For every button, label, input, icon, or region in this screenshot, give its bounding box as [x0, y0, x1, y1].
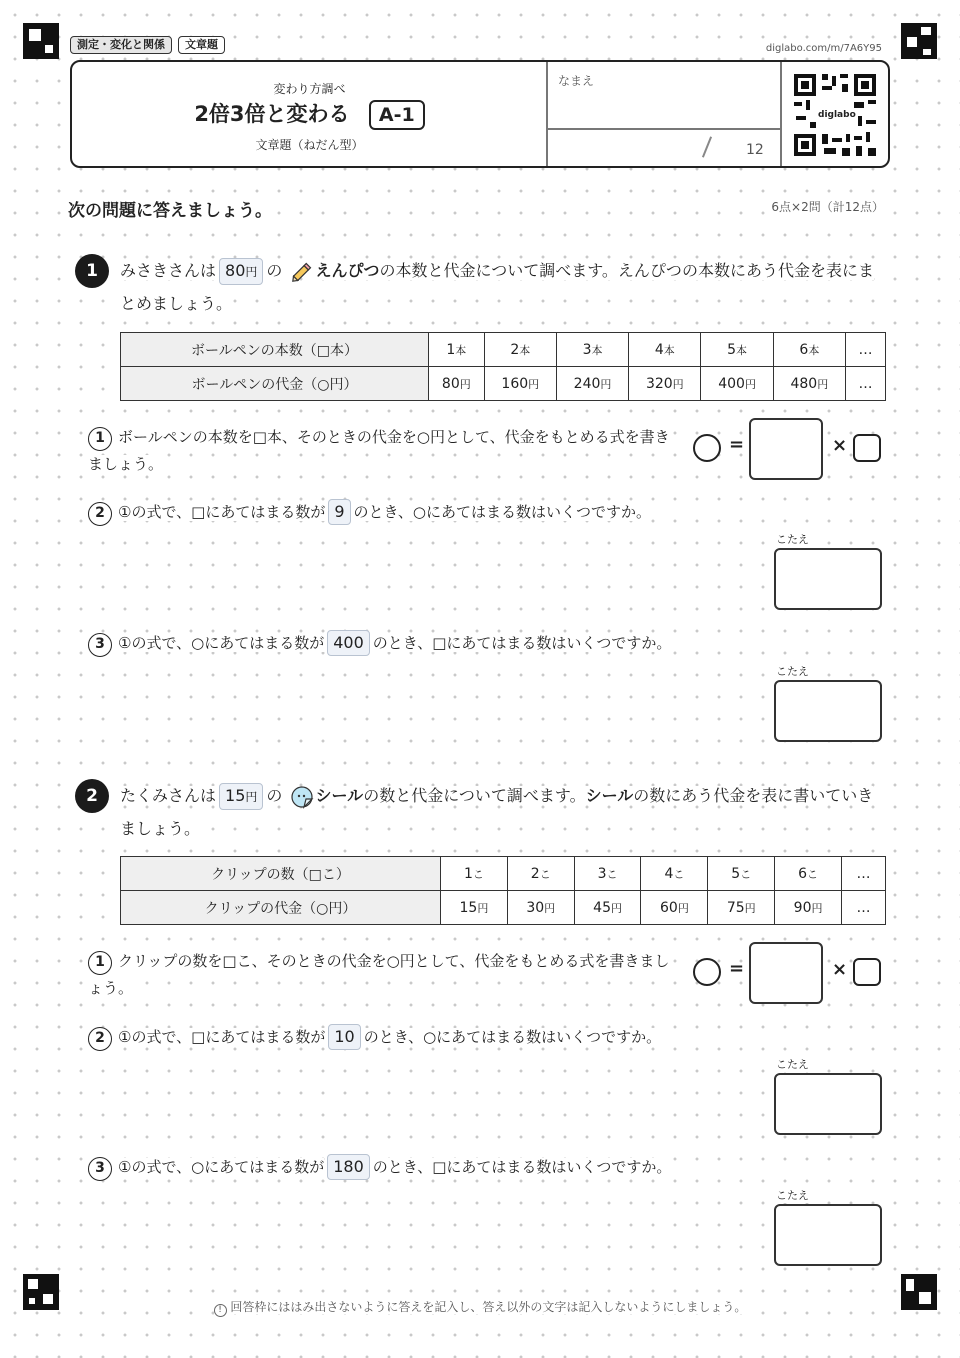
- question-2-table: [120, 856, 886, 925]
- worksheet-url: diglabo.com/m/7A6Y95: [765, 43, 882, 54]
- page-title-text: 2倍3倍と変わる: [194, 102, 350, 126]
- score-slash: [702, 136, 712, 157]
- q2-formula: = ×: [693, 942, 888, 1004]
- square-symbol: [853, 958, 881, 986]
- sticker-icon: [290, 785, 314, 809]
- q2-subquestion-2: 2 ①の式で、□にあてはまる数が 10 のとき、○にあてはまる数はいくつですか。: [88, 1024, 768, 1051]
- q1-subquestion-1: 1 ボールペンの本数を□本、そのときの代金を○円として、代金をもとめる式を書きましょう。: [88, 428, 670, 473]
- info-icon: !: [214, 1304, 227, 1317]
- q2-price-value: 15円: [219, 783, 263, 810]
- q2-sub3-value: 180: [327, 1154, 370, 1180]
- corner-marker-top-left: [23, 23, 59, 59]
- table-row: クリップの代金（○円） 15円 30円 45円 60円 75円 90円 …: [121, 891, 886, 925]
- qr-label: diglabo: [818, 110, 856, 120]
- question-1-text: みさきさんは 80円 の えんぴつの本数と代金について調べます。えんぴつの本数にあう代金を表にまとめましょう。: [120, 254, 880, 320]
- q1-subquestion-2: 2 ①の式で、□にあてはまる数が 9 のとき、○にあてはまる数はいくつですか。: [88, 499, 768, 526]
- pencil-icon: [290, 260, 314, 284]
- tag-category: 測定・変化と関係: [70, 36, 172, 54]
- q2-subquestion-3: 3 ①の式で、○にあてはまる数が 180 のとき、□にあてはまる数はいくつですか。: [88, 1154, 778, 1181]
- header-problem-type: 文章題（ねだん型）: [255, 138, 364, 152]
- circle-symbol: [693, 958, 721, 986]
- header-subtitle: 変わり方調べ: [273, 82, 346, 96]
- qr-code: [792, 72, 878, 158]
- table-row-header: クリップの代金（○円）: [121, 891, 441, 925]
- name-field[interactable]: [558, 62, 780, 126]
- score-total: 12: [746, 142, 764, 158]
- table-row: クリップの数（□こ） 1こ 2こ 3こ 4こ 5こ 6こ …: [121, 857, 886, 891]
- question-2-text: たくみさんは 15円 の シールの数と代金について調べます。シールの数にあう代金を表に書いていきましょう。: [120, 779, 880, 845]
- points-info: 6点×2問（計12点）: [771, 200, 884, 214]
- table-row-header: ボールペンの代金（○円）: [121, 367, 429, 401]
- table-row: ボールペンの本数（□本） 1本 2本 3本 4本 5本 6本 …: [121, 333, 886, 367]
- q2-sub2-answer-box[interactable]: [774, 1073, 882, 1135]
- q2-formula-answer-box[interactable]: [749, 942, 823, 1004]
- footer-note: ! 回答枠にははみ出さないように答えを記入し、答え以外の文字は記入しないようにしましょう。: [0, 1298, 960, 1317]
- answer-label: こたえ: [776, 533, 809, 546]
- name-label: なまえ: [558, 74, 595, 88]
- q2-subquestion-1: 1 クリップの数を□こ、そのときの代金を○円として、代金をもとめる式を書きましょう。: [88, 952, 670, 997]
- table-row-header: ボールペンの本数（□本）: [121, 333, 429, 367]
- corner-marker-top-right: [901, 23, 937, 59]
- q1-sub2-answer-box[interactable]: [774, 548, 882, 610]
- table-row-header: クリップの数（□こ）: [121, 857, 441, 891]
- q1-formula-answer-box[interactable]: [749, 418, 823, 480]
- q1-price-value: 80円: [219, 258, 263, 285]
- worksheet-header: [70, 60, 890, 168]
- square-symbol: [853, 434, 881, 462]
- q2-sub3-answer-box[interactable]: [774, 1204, 882, 1266]
- table-row: ボールペンの代金（○円） 80円 160円 240円 320円 400円 480円 …: [121, 367, 886, 401]
- circle-symbol: [693, 434, 721, 462]
- instruction: 次の問題に答えましょう。: [68, 196, 272, 221]
- question-2-number: 2: [75, 779, 109, 813]
- q1-formula: = ×: [693, 418, 888, 480]
- answer-label: こたえ: [776, 1189, 809, 1202]
- q2-sub2-value: 10: [328, 1024, 360, 1050]
- answer-label: こたえ: [776, 665, 809, 678]
- q1-subquestion-3: 3 ①の式で、○にあてはまる数が 400 のとき、□にあてはまる数はいくつですか。: [88, 630, 778, 657]
- tag-type: 文章題: [178, 36, 225, 54]
- question-1-number: 1: [75, 254, 109, 288]
- q1-sub2-value: 9: [328, 499, 350, 525]
- answer-label: こたえ: [776, 1058, 809, 1071]
- question-1-table: [120, 332, 886, 401]
- q1-sub3-value: 400: [327, 630, 370, 656]
- page-title: [72, 98, 547, 130]
- q1-sub3-answer-box[interactable]: [774, 680, 882, 742]
- level-badge: A-1: [369, 100, 425, 130]
